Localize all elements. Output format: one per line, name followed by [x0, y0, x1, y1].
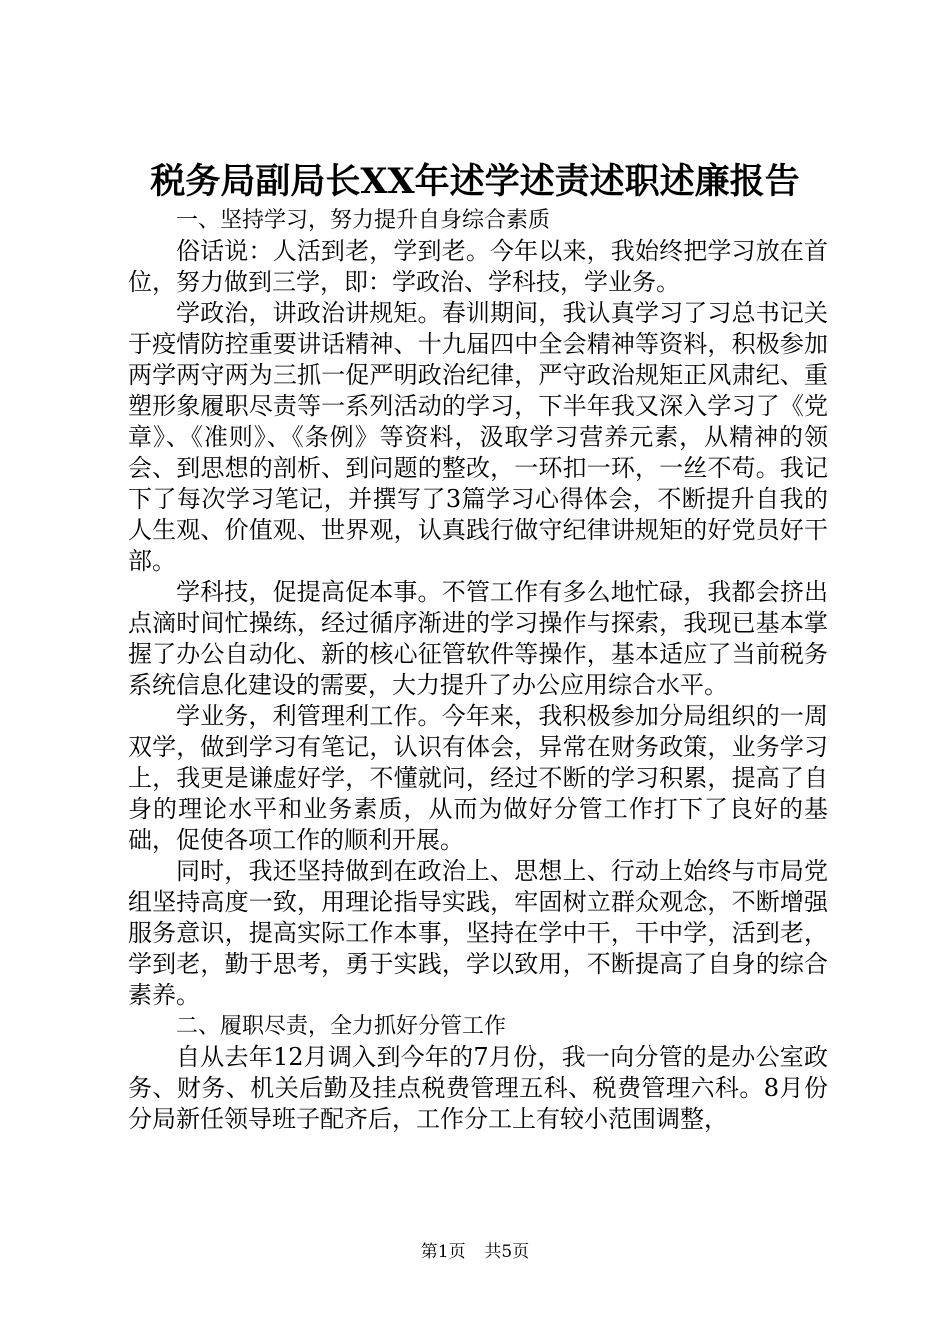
- document-body: [128, 205, 828, 1135]
- paragraph-5: 同时，我还坚持做到在政治上、思想上、行动上始终与市局党组坚持高度一致，用理论指导实践，牢固树立群众观念，不断增强服务意识，提高实际工作本事，坚持在学中干，干中学，活到老，学到老，勤于思考，勇于实践，学以致用，不断提高了自身的综合素养。: [128, 857, 828, 1009]
- paragraph-6: 自从去年12月调入到今年的7月份，我一向分管的是办公室政务、财务、机关后勤及挂点税费管理五科、税费管理六科。8月份分局新任领导班子配齐后，工作分工上有较小范围调整，: [128, 1043, 828, 1133]
- paragraph-4: 学业务，利管理利工作。今年来，我积极参加分局组织的一周双学，做到学习有笔记，认识有体会，异常在财务政策，业务学习上，我更是谦虚好学，不懂就问，经过不断的学习积累，提高了自身的理论水平和业务素质，从而为做好分管工作打下了良好的基础，促使各项工作的顺利开展。: [128, 702, 828, 854]
- page-total: 共5页: [484, 1242, 530, 1262]
- document-title: 税务局副局长XX年述学述责述职述廉报告: [150, 161, 800, 202]
- page-footer: [0, 1241, 950, 1263]
- section-heading-1: 一、坚持学习，努力提升自身综合素质: [176, 208, 551, 233]
- section-heading-2: 二、履职尽责，全力抓好分管工作: [176, 1014, 507, 1039]
- paragraph-3: 学科技，促提高促本事。不管工作有多么地忙碌，我都会挤出点滴时间忙操练，经过循序渐进的学习操作与探索，我现已基本掌握了办公自动化、新的核心征管软件等操作，基本适应了当前税务系统信息化建设的需要，大力提升了办公应用综合水平。: [128, 578, 828, 699]
- paragraph-2: 学政治，讲政治讲规矩。春训期间，我认真学习了习总书记关于疫情防控重要讲话精神、十九届四中全会精神等资料，积极参加两学两守两为三抓一促严明政治纪律，严守政治规矩正风肃纪、重塑形象履职尽责等一系列活动的学习，下半年我又深入学习了《党章》、《准则》、《条例》等资料，汲取学习营养元素，从精神的领会、到思想的剖析、到问题的整改，一环扣一环，一丝不苟。我记下了每次学习笔记，并撰写了3篇学习心得体会，不断提升自我的人生观、价值观、世界观，认真践行做守纪律讲规矩的好党员好干部。: [128, 299, 828, 575]
- paragraph-1: 俗话说：人活到老，学到老。今年以来，我始终把学习放在首位，努力做到三学，即：学政治、学科技，学业务。: [128, 237, 828, 296]
- page-number: 第1页: [420, 1242, 466, 1262]
